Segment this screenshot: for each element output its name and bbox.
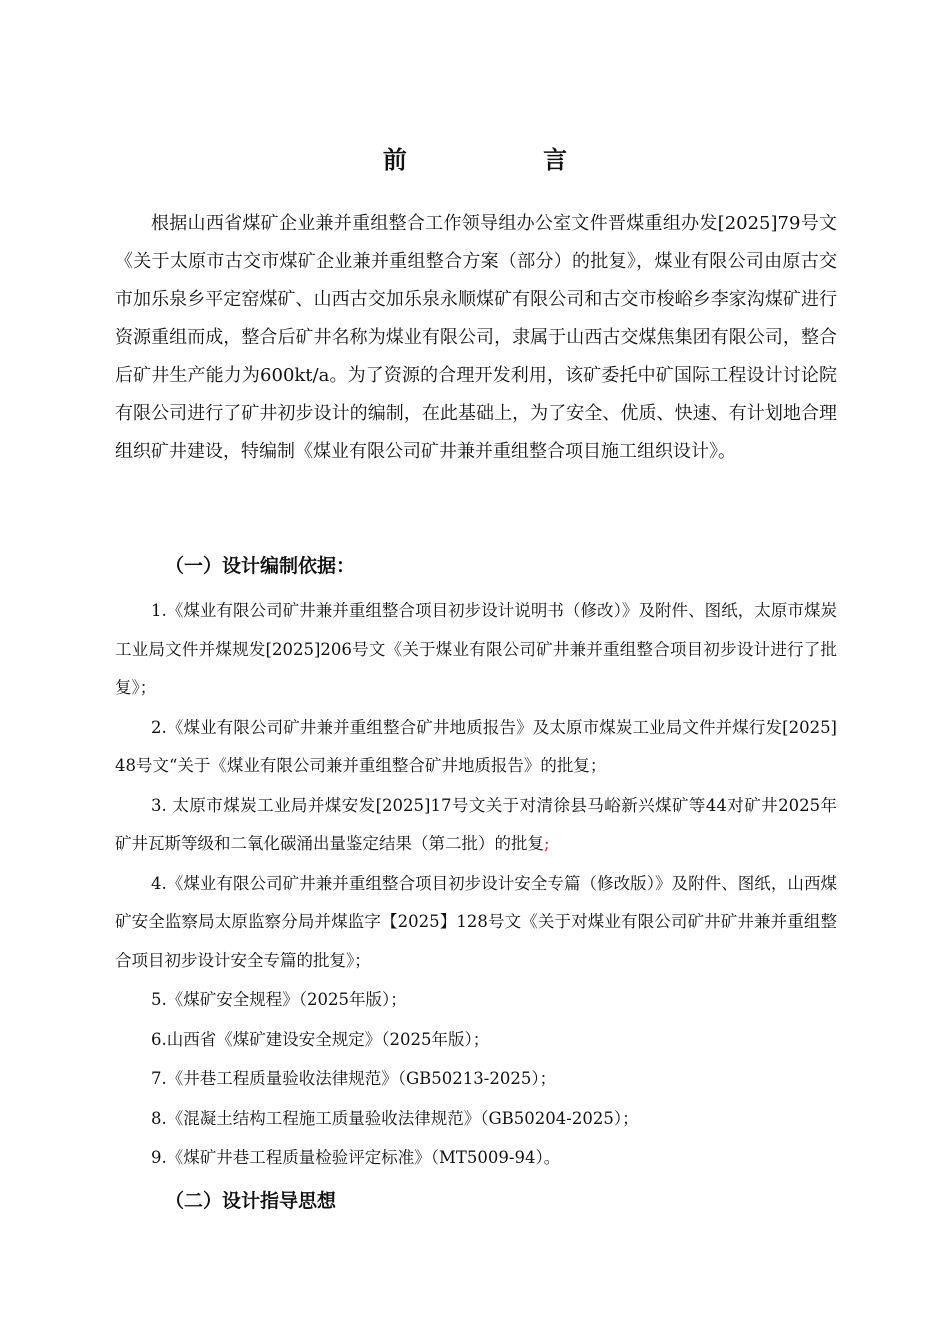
list-item: 6.山西省《煤矿建设安全规定》（2025年版）；: [151, 1029, 490, 1049]
list-item: 9.《煤矿井巷工程质量检验评定标准》（MT5009-94）。: [151, 1148, 561, 1167]
page-title: 前 言: [382, 146, 632, 174]
list-item-mark: ;: [544, 834, 550, 853]
intro-paragraph: 根据山西省煤矿企业兼并重组整合工作领导组办公室文件晋煤重组办发[2025]79号文《关于太原市古交市煤矿企业兼并重组整合方案（部分）的批复》，煤业有限公司由原古交市加乐泉乡平定窑煤矿、山西古交加乐泉永顺煤矿有限公司和古交市梭峪乡李家沟煤矿进行资源重组而成，整合后矿井名称为煤业有限公司，隶属于山西古交煤焦集团有限公司，整合后矿井生产能力为600kt/a。为了资源的合理开发利用，该矿委托中矿国际工程设计讨论院有限公司进行了矿井初步设计的编制，在此基础上，为了安全、优质、快速、有计划地合理组织矿井建设，特编制《煤业有限公司矿井兼并重组整合项目施工组织设计》。: [115, 213, 837, 462]
list-item: 1.《煤业有限公司矿井兼并重组整合项目初步设计说明书（修改）》及附件、图纸，太原市煤炭工业局文件并煤规发[2025]206号文《关于煤业有限公司矿井兼并重组整合项目初步设计进行了批复》；: [115, 601, 837, 697]
list-item: 4.《煤业有限公司矿井兼并重组整合项目初步设计安全专篇（修改版）》及附件、图纸，山西煤矿安全监察局太原监察分局并煤监字【2025】128号文《关于对煤业有限公司矿井矿井兼并重组整合项目初步设计安全专篇的批复》；: [115, 873, 837, 970]
section-heading-basis: （一）设计编制依据：: [165, 555, 356, 577]
basis-list: [115, 592, 837, 1179]
list-item: 5.《煤矿安全规程》（2025年版）；: [151, 990, 407, 1009]
list-item: 8.《混凝土结构工程施工质量验收法律规范》（GB50204-2025）；: [151, 1108, 639, 1128]
section-heading-guiding: （二）设计指导思想: [165, 1190, 337, 1212]
list-item: 2.《煤业有限公司矿井兼并重组整合矿井地质报告》及太原市煤炭工业局文件并煤行发[2025]48号文“关于《煤业有限公司兼并重组整合矿井地质报告》的批复；: [115, 717, 837, 775]
list-item: 7.《井巷工程质量验收法律规范》（GB50213-2025）；: [151, 1069, 557, 1088]
list-item: [115, 787, 837, 864]
list-item-text: 3. 太原市煤炭工业局并煤安发[2025]17号文关于对清徐县马峪新兴煤矿等44对矿井2025年矿井瓦斯等级和二氧化碳涌出量鉴定结果（第二批）的批复: [115, 795, 837, 853]
